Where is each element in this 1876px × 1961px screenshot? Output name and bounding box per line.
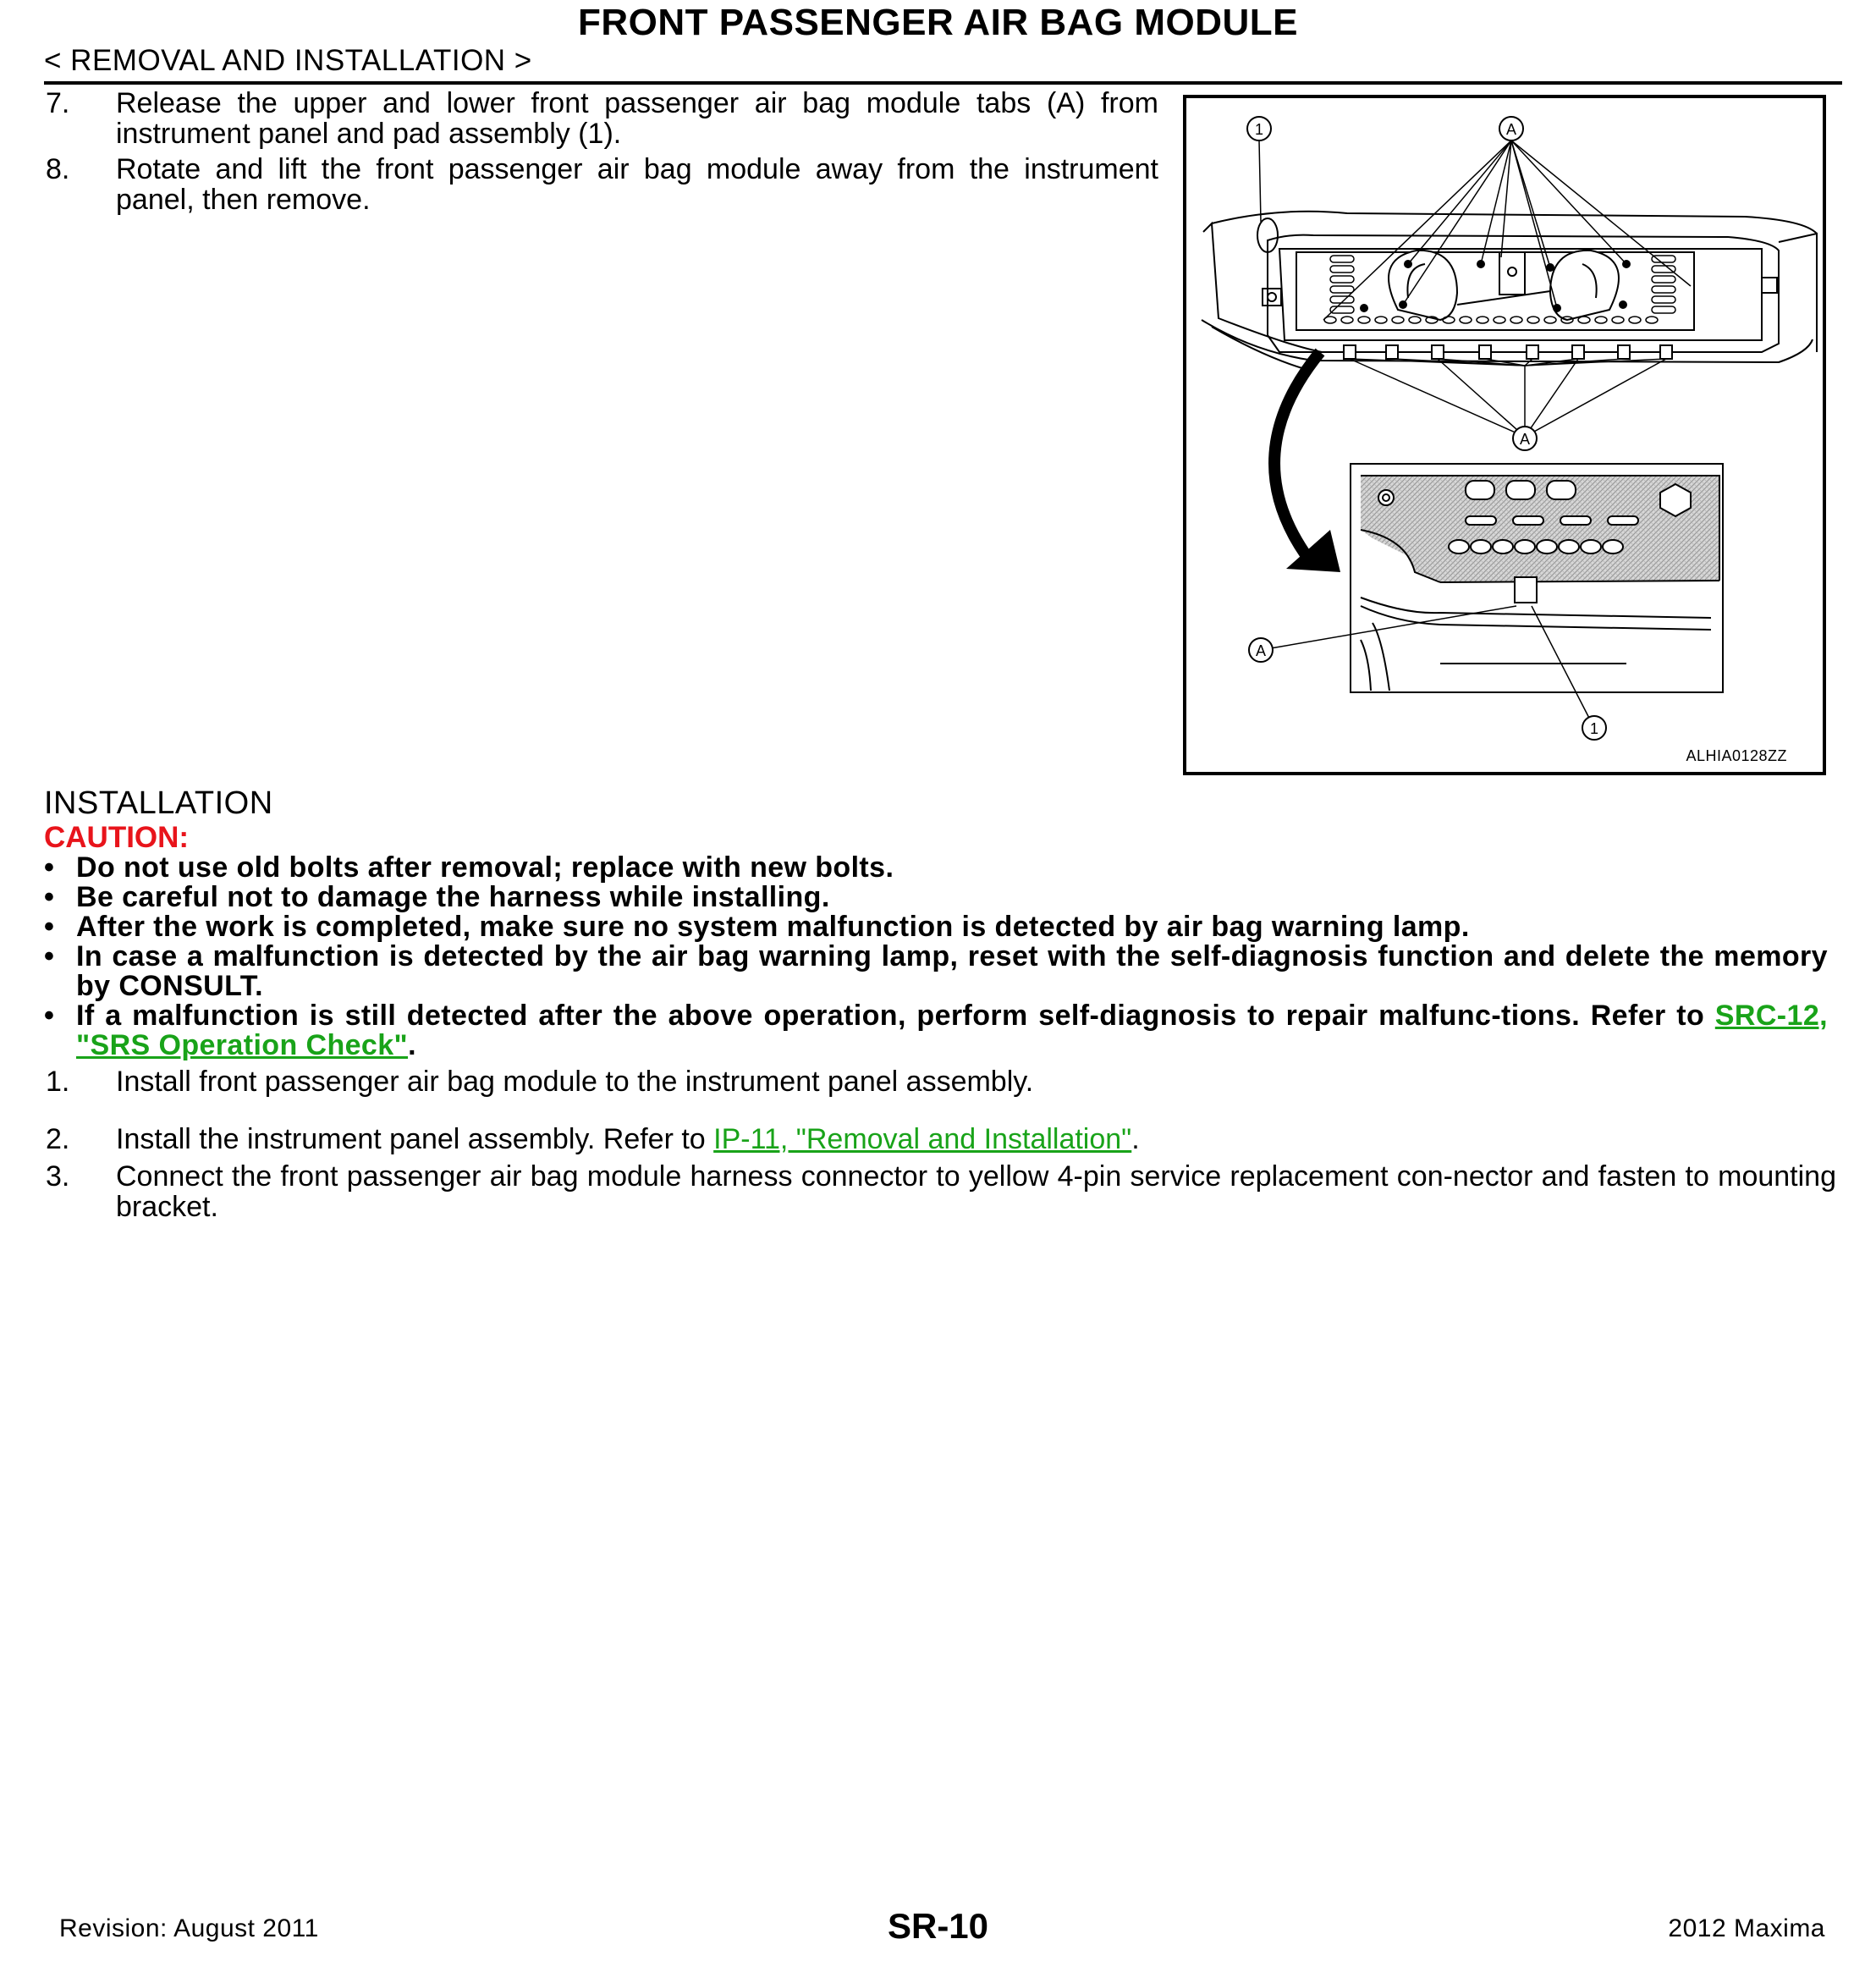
section-header: < REMOVAL AND INSTALLATION >	[44, 44, 532, 77]
detail-inset	[1351, 464, 1723, 692]
step-text: Rotate and lift the front passenger air bag module away from the instrument panel, then remove.	[116, 153, 1158, 216]
step-text: Connect the front passenger air bag module harness connector to yellow 4-pin service replacement con-nector and fasten to mounting bracket.	[116, 1160, 1836, 1223]
callout-label: 1	[1254, 121, 1264, 138]
caution-item	[44, 912, 1838, 943]
step-text: Install front passenger air bag module to the instrument panel assembly.	[116, 1066, 1034, 1098]
step-text: Release the upper and lower front passenger air bag module tabs (A) from instrument panel and pad assembly (1).	[116, 87, 1158, 150]
step-number: 8.	[46, 153, 70, 185]
caution-item	[44, 1001, 1838, 1062]
caution-item	[44, 883, 1838, 913]
air-bag-module-illustration	[1183, 95, 1826, 775]
caution-text: In case a malfunction is detected by the air bag warning lamp, reset with the self-diagnosis function and delete the memory by CONSULT.	[76, 940, 1828, 1002]
vehicle-model: 2012 Maxima	[1668, 1914, 1825, 1942]
removal-step-8	[46, 154, 1163, 222]
revision-date: Revision: August 2011	[59, 1914, 319, 1942]
src-12-operation-check-link[interactable]: SRC-12, "SRS Operation Check"	[76, 1000, 1828, 1061]
callout-a-inset	[1249, 638, 1273, 662]
page-number: SR-10	[887, 1906, 989, 1946]
bullet-icon: •	[44, 881, 55, 913]
callout-label: A	[1519, 431, 1531, 448]
header-rule	[44, 81, 1842, 85]
installation-heading: INSTALLATION	[44, 785, 273, 821]
caution-text: Do not use old bolts after removal; replace with new bolts.	[76, 851, 894, 884]
install-step-2	[46, 1124, 1840, 1158]
step-number: 1.	[46, 1066, 70, 1098]
sentence-end: .	[1131, 1123, 1140, 1155]
figure-id: ALHIA0128ZZ	[1686, 747, 1787, 764]
caution-label: CAUTION:	[44, 821, 190, 854]
callout-label: A	[1255, 642, 1267, 659]
step-text: Install the instrument panel assembly. Refer to	[116, 1123, 706, 1155]
bullet-icon: •	[44, 851, 55, 884]
step-text-with-link	[116, 1124, 1140, 1154]
install-step-1	[46, 1066, 1840, 1100]
caution-text: If a malfunction is still detected after the above operation, perform self-diagnosis to repair malfunc-tions. Refer to	[76, 1000, 1705, 1032]
caution-text: Be careful not to damage the harness while installing.	[76, 881, 830, 913]
caution-text-with-link	[76, 1001, 1828, 1060]
callout-label: A	[1505, 121, 1517, 138]
step-number: 7.	[46, 87, 70, 119]
callout-1-bottom	[1582, 716, 1606, 740]
step-number: 3.	[46, 1160, 70, 1193]
bullet-icon: •	[44, 911, 55, 943]
callout-1-top	[1247, 117, 1271, 140]
install-step-3	[46, 1161, 1840, 1226]
callout-a-top	[1499, 117, 1523, 140]
page-title: FRONT PASSENGER AIR BAG MODULE	[577, 2, 1299, 43]
sentence-end: .	[408, 1029, 416, 1061]
callout-a-middle	[1513, 427, 1537, 450]
removal-step-7	[46, 88, 1163, 156]
caution-item	[44, 853, 1838, 884]
curved-arrow	[1274, 352, 1340, 572]
bullet-icon: •	[44, 940, 55, 972]
ip-11-removal-installation-link[interactable]: IP-11, "Removal and Installation"	[713, 1123, 1132, 1155]
callout-label: 1	[1589, 720, 1599, 737]
caution-text: After the work is completed, make sure no system malfunction is detected by air bag warning lamp.	[76, 911, 1470, 943]
step-number: 2.	[46, 1123, 70, 1155]
leader-lines-lower	[1350, 359, 1666, 437]
caution-item	[44, 942, 1838, 1003]
illustration-drawing	[1186, 98, 1823, 772]
bullet-icon: •	[44, 1000, 55, 1032]
